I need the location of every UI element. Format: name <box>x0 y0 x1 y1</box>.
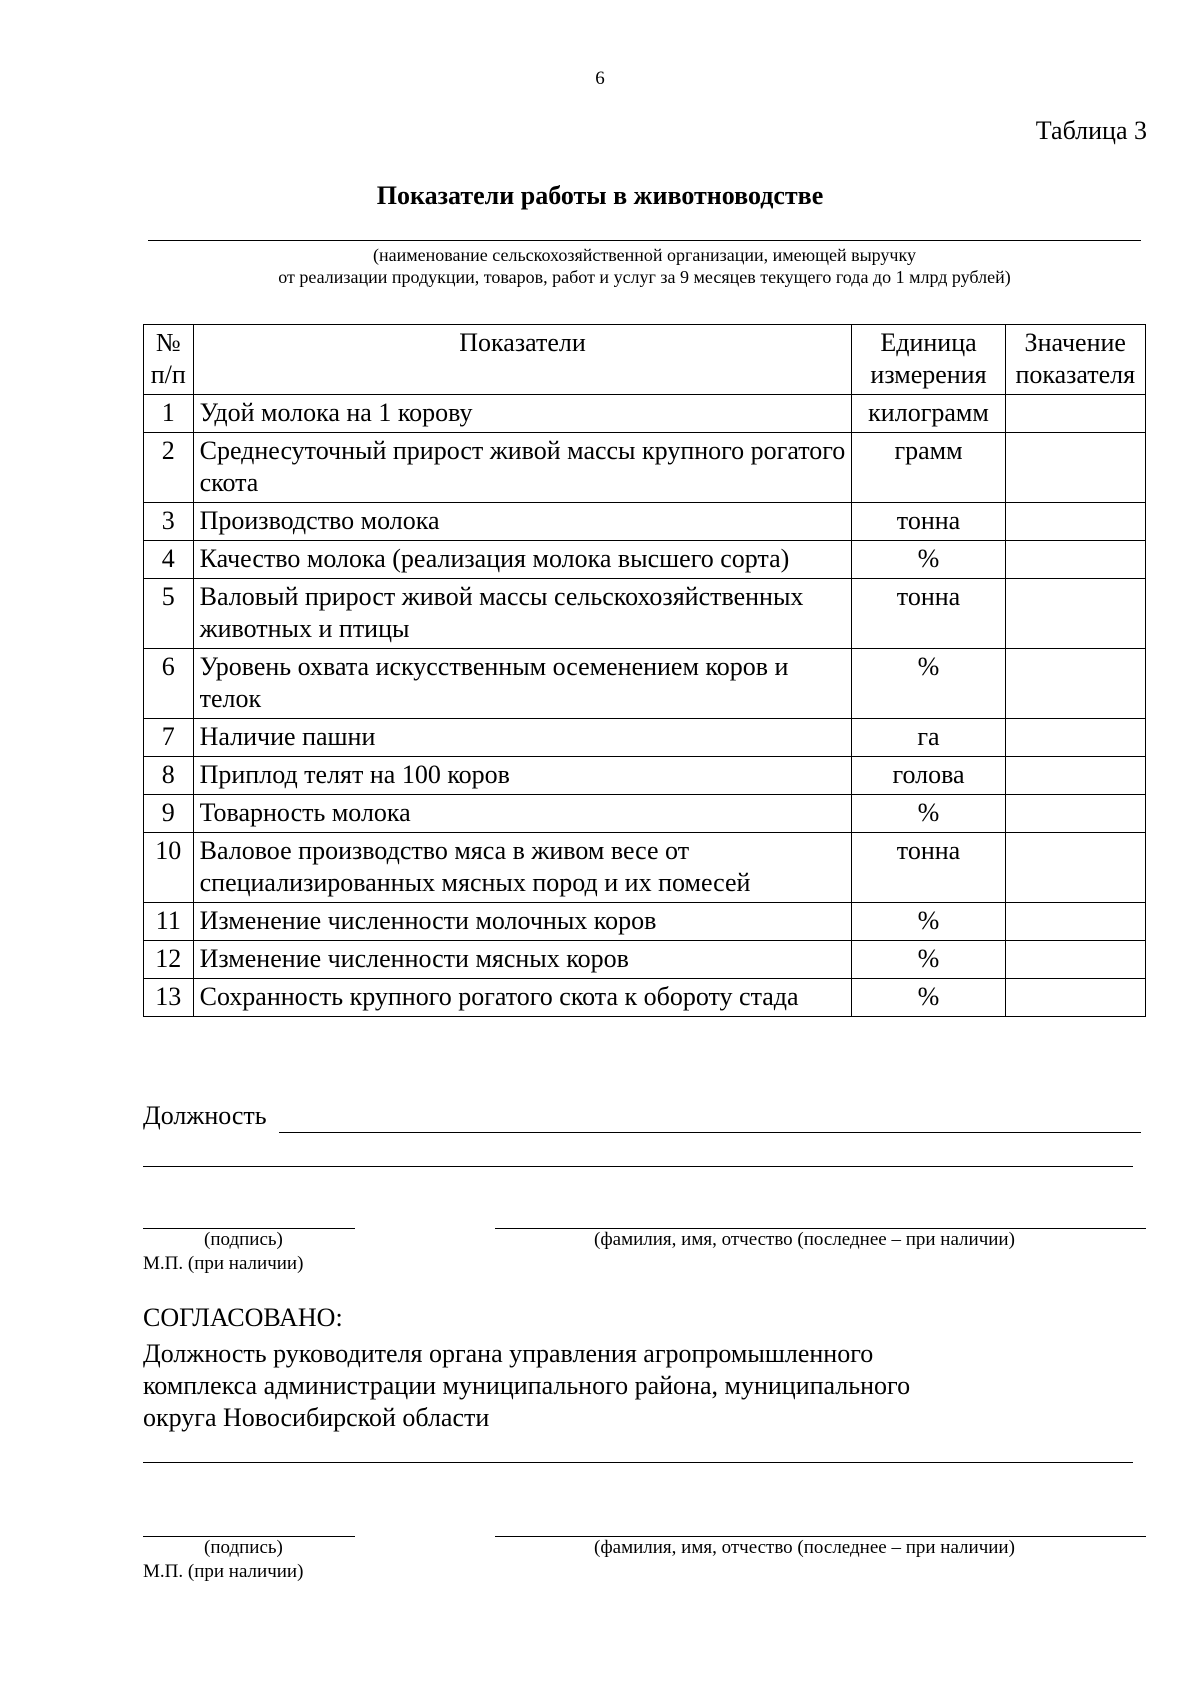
row-value-cell[interactable] <box>1005 757 1145 795</box>
agreed-full-name-caption: (фамилия, имя, отчество (последнее – при наличии) <box>594 1537 1015 1558</box>
stamp-caption: М.П. (при наличии) <box>143 1253 304 1274</box>
position-input-line-continued[interactable] <box>143 1166 1133 1167</box>
row-indicator-name: Качество молока (реализация молока высшего сорта) <box>193 541 852 579</box>
row-number: 12 <box>144 941 194 979</box>
row-indicator-name: Наличие пашни <box>193 719 852 757</box>
row-number: 10 <box>144 833 194 903</box>
page-number: 6 <box>595 68 605 89</box>
table-caption: Таблица 3 <box>1035 116 1147 145</box>
organization-caption <box>148 244 1141 288</box>
table-row <box>144 795 1146 833</box>
row-number: 5 <box>144 579 194 649</box>
indicators-table <box>143 324 1146 1017</box>
table-row <box>144 433 1146 503</box>
header-number <box>144 325 194 395</box>
row-indicator-name: Изменение численности молочных коров <box>193 903 852 941</box>
row-unit: килограмм <box>852 395 1005 433</box>
table-row <box>144 941 1146 979</box>
row-indicator-name: Изменение численности мясных коров <box>193 941 852 979</box>
row-number: 13 <box>144 979 194 1017</box>
table-row <box>144 979 1146 1017</box>
row-unit: % <box>852 795 1005 833</box>
header-unit-line1: Единица <box>880 328 977 357</box>
row-unit: тонна <box>852 503 1005 541</box>
row-indicator-name: Приплод телят на 100 коров <box>193 757 852 795</box>
row-value-cell[interactable] <box>1005 433 1145 503</box>
agreed-text-line2: комплекса администрации муниципального района, муниципального <box>143 1371 911 1400</box>
table-row <box>144 719 1146 757</box>
row-indicator-name: Сохранность крупного рогатого скота к обороту стада <box>193 979 852 1017</box>
row-indicator-name: Валовый прирост живой массы сельскохозяйственных животных и птицы <box>193 579 852 649</box>
row-number: 9 <box>144 795 194 833</box>
row-indicator-name: Товарность молока <box>193 795 852 833</box>
row-unit: га <box>852 719 1005 757</box>
row-indicator-name: Среднесуточный прирост живой массы крупного рогатого скота <box>193 433 852 503</box>
signature-caption: (подпись) <box>204 1229 283 1250</box>
row-number: 1 <box>144 395 194 433</box>
row-indicator-name: Удой молока на 1 корову <box>193 395 852 433</box>
header-unit-line2: измерения <box>870 360 987 389</box>
row-value-cell[interactable] <box>1005 649 1145 719</box>
row-value-cell[interactable] <box>1005 719 1145 757</box>
row-number: 4 <box>144 541 194 579</box>
row-indicator-name: Производство молока <box>193 503 852 541</box>
row-indicator-name: Валовое производство мяса в живом весе от специализированных мясных пород и их помесей <box>193 833 852 903</box>
row-value-cell[interactable] <box>1005 795 1145 833</box>
page-title: Показатели работы в животноводстве <box>376 181 824 210</box>
agreed-label: СОГЛАСОВАНО: <box>143 1303 343 1332</box>
table-row <box>144 833 1146 903</box>
row-indicator-name: Уровень охвата искусственным осеменением коров и телок <box>193 649 852 719</box>
organization-name-line[interactable] <box>148 240 1141 241</box>
row-unit: % <box>852 649 1005 719</box>
row-number: 6 <box>144 649 194 719</box>
header-value-line2: показателя <box>1015 360 1136 389</box>
table-row <box>144 649 1146 719</box>
agreed-text-line3: округа Новосибирской области <box>143 1403 490 1432</box>
row-unit: грамм <box>852 433 1005 503</box>
row-unit: % <box>852 541 1005 579</box>
row-value-cell[interactable] <box>1005 395 1145 433</box>
header-indicators: Показатели <box>193 325 852 395</box>
table-header-row <box>144 325 1146 395</box>
agreed-position-line[interactable] <box>143 1462 1133 1463</box>
agreed-signature-caption: (подпись) <box>204 1537 283 1558</box>
table-row <box>144 503 1146 541</box>
header-value <box>1005 325 1145 395</box>
row-value-cell[interactable] <box>1005 579 1145 649</box>
organization-caption-line1: (наименование сельскохозяйственной организации, имеющей выручку <box>373 245 916 265</box>
row-value-cell[interactable] <box>1005 979 1145 1017</box>
row-unit: % <box>852 941 1005 979</box>
row-unit: % <box>852 903 1005 941</box>
row-number: 3 <box>144 503 194 541</box>
table-row <box>144 903 1146 941</box>
agreed-stamp-caption: М.П. (при наличии) <box>143 1561 304 1582</box>
row-unit: тонна <box>852 579 1005 649</box>
row-number: 7 <box>144 719 194 757</box>
agreed-text-line1: Должность руководителя органа управления агропромышленного <box>143 1339 874 1368</box>
header-value-line1: Значение <box>1024 328 1126 357</box>
table-row <box>144 395 1146 433</box>
row-value-cell[interactable] <box>1005 833 1145 903</box>
table-row <box>144 541 1146 579</box>
row-number: 11 <box>144 903 194 941</box>
row-unit: % <box>852 979 1005 1017</box>
header-number-line1: № <box>155 328 181 357</box>
position-label: Должность <box>143 1101 267 1130</box>
agreed-position-text <box>143 1338 1043 1434</box>
row-unit: голова <box>852 757 1005 795</box>
organization-caption-line2: от реализации продукции, товаров, работ и услуг за 9 месяцев текущего года до 1 млрд рублей) <box>278 267 1011 287</box>
header-unit <box>852 325 1005 395</box>
table-row <box>144 757 1146 795</box>
row-number: 8 <box>144 757 194 795</box>
row-value-cell[interactable] <box>1005 503 1145 541</box>
header-number-line2: п/п <box>150 360 186 389</box>
row-value-cell[interactable] <box>1005 541 1145 579</box>
row-unit: тонна <box>852 833 1005 903</box>
row-value-cell[interactable] <box>1005 941 1145 979</box>
table-row <box>144 579 1146 649</box>
row-number: 2 <box>144 433 194 503</box>
position-input-line[interactable] <box>279 1132 1141 1133</box>
full-name-caption: (фамилия, имя, отчество (последнее – при наличии) <box>594 1229 1015 1250</box>
row-value-cell[interactable] <box>1005 903 1145 941</box>
